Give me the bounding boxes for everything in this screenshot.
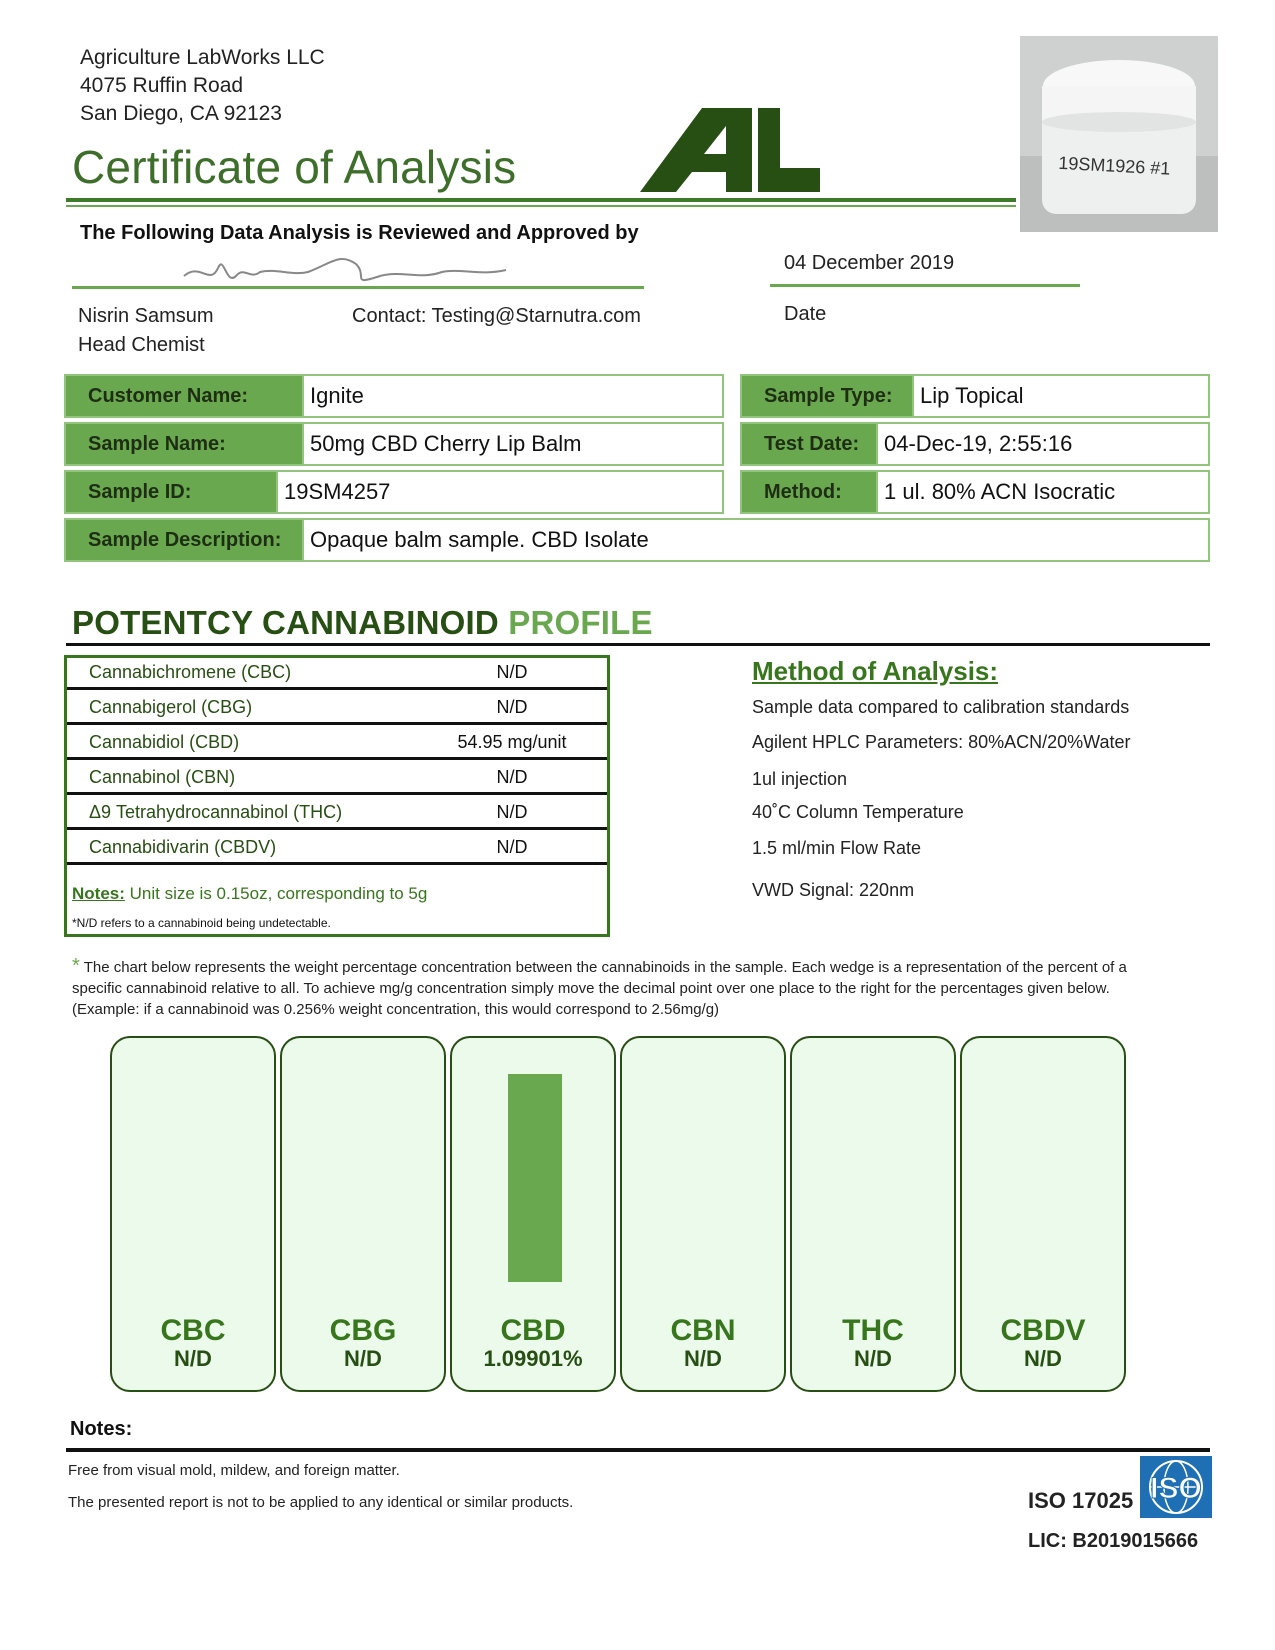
chart-card-cbn	[620, 1036, 786, 1392]
asterisk: *	[72, 955, 80, 977]
chart-card-cbg	[280, 1036, 446, 1392]
potency-heading-main: POTENTCY CANNABINOID	[72, 604, 499, 641]
chart-value-label: N/D	[1024, 1346, 1062, 1371]
sample-type-label: Sample Type:	[742, 376, 912, 416]
chart-category-label: CBN	[670, 1314, 736, 1347]
method-label: Method:	[742, 472, 876, 512]
chart-card-cbc	[110, 1036, 276, 1392]
chart-card-thc	[790, 1036, 956, 1392]
customer-label: Customer Name:	[66, 376, 302, 416]
chart-value-label: 1.09901%	[483, 1346, 583, 1371]
sample-desc-label: Sample Description:	[66, 520, 302, 560]
photo-label: 19SM1926 #1	[1057, 152, 1171, 179]
chart-value-label: N/D	[684, 1346, 722, 1371]
lab-city: San Diego, CA 92123	[80, 102, 282, 125]
cannabinoid-value: N/D	[496, 837, 528, 857]
notes-heading: Notes:	[70, 1418, 133, 1440]
test-date-value: 04-Dec-19, 2:55:16	[876, 424, 1208, 464]
lab-street: 4075 Ruffin Road	[80, 74, 244, 97]
method-item: Sample data compared to calibration standards	[752, 697, 1130, 717]
iso-logo-icon	[1140, 1456, 1212, 1518]
method-item: VWD Signal: 220nm	[752, 880, 915, 900]
approval-heading: The Following Data Analysis is Reviewed and Approved by	[80, 222, 639, 244]
cannabinoid-value: 54.95 mg/unit	[457, 732, 567, 752]
chart-card-cbdv	[960, 1036, 1126, 1392]
sample-type-row	[740, 374, 1210, 418]
table-row	[67, 763, 607, 795]
approval-date: 04 December 2019	[784, 252, 955, 274]
notes-rule	[66, 1448, 1210, 1452]
date-line	[770, 284, 1080, 287]
footer-note-2: The presented report is not to be applied to any identical or similar products.	[68, 1494, 574, 1511]
chart-category-label: CBC	[160, 1314, 226, 1347]
cannabinoid-name: Cannabigerol (CBG)	[89, 697, 253, 717]
table-row	[67, 693, 607, 725]
chart-category-label: THC	[842, 1314, 904, 1347]
chemist-name: Nisrin Samsum	[78, 305, 214, 327]
chart-category-label: CBG	[329, 1314, 397, 1347]
sample-name-label: Sample Name:	[66, 424, 302, 464]
signature-line	[72, 286, 644, 289]
table-row	[67, 728, 607, 760]
chart-category-label: CBDV	[1000, 1314, 1086, 1347]
sample-photo	[1020, 36, 1218, 232]
cannabinoid-value: N/D	[496, 697, 528, 717]
method-item: Agilent HPLC Parameters: 80%ACN/20%Water	[752, 732, 1131, 752]
iso-logo-text: ISO	[1150, 1472, 1202, 1505]
iso-standard: ISO 17025	[1028, 1488, 1134, 1513]
cannabinoid-table	[64, 655, 610, 937]
potency-heading-accent: PROFILE	[508, 604, 653, 641]
header-rule	[66, 198, 1016, 202]
cannabinoid-name: Δ9 Tetrahydrocannabinol (THC)	[89, 802, 343, 822]
table-row	[67, 833, 607, 865]
chart-bar-cbd	[508, 1074, 562, 1282]
chart-card-cbd	[450, 1036, 616, 1392]
cannabinoid-name: Cannabidivarin (CBDV)	[89, 837, 277, 857]
customer-row	[64, 374, 724, 418]
license-number: LIC: B2019015666	[1028, 1530, 1199, 1552]
potency-heading	[72, 604, 653, 642]
sample-desc-value: Opaque balm sample. CBD Isolate	[302, 520, 1208, 560]
unit-notes	[72, 884, 427, 904]
sample-name-row	[64, 422, 724, 466]
al-logo	[640, 108, 820, 194]
chart-note	[72, 956, 1142, 1020]
customer-value: Ignite	[302, 376, 722, 416]
lab-address	[80, 44, 325, 128]
method-item: 1.5 ml/min Flow Rate	[752, 838, 922, 858]
chemist-title: Head Chemist	[78, 334, 205, 356]
sample-type-value: Lip Topical	[912, 376, 1208, 416]
notes-label: Notes:	[72, 884, 125, 903]
potency-rule	[66, 643, 1210, 646]
sample-id-value: 19SM4257	[276, 472, 722, 512]
chart-category-label: CBD	[500, 1314, 566, 1347]
date-label: Date	[784, 303, 827, 325]
cannabinoid-value: N/D	[496, 802, 528, 822]
cannabinoid-value: N/D	[496, 767, 528, 787]
method-item: 1ul injection	[752, 769, 848, 789]
cannabinoid-value: N/D	[496, 662, 528, 682]
method-item: 40˚C Column Temperature	[752, 802, 964, 822]
chart-value-label: N/D	[854, 1346, 892, 1371]
table-row	[67, 658, 607, 690]
sample-name-value: 50mg CBD Cherry Lip Balm	[302, 424, 722, 464]
lab-name: Agriculture LabWorks LLC	[80, 46, 325, 69]
chart-value-label: N/D	[174, 1346, 212, 1371]
method-analysis-title: Method of Analysis:	[752, 656, 999, 686]
page-title: Certificate of Analysis	[72, 141, 517, 193]
test-date-row	[740, 422, 1210, 466]
cannabinoid-name: Cannabinol (CBN)	[89, 767, 236, 787]
method-row	[740, 470, 1210, 514]
cannabinoid-name: Cannabichromene (CBC)	[89, 662, 292, 682]
contact-email[interactable]: Contact: Testing@Starnutra.com	[352, 305, 641, 327]
method-value: 1 ul. 80% ACN Isocratic	[876, 472, 1208, 512]
sample-desc-row	[64, 518, 1210, 562]
footer-note-1: Free from visual mold, mildew, and foreign matter.	[68, 1462, 400, 1479]
chart-note-text: The chart below represents the weight percentage concentration between the cannabinoids in the sample. Each wedge is a representation of the percent of a specific cannabinoid relative to all. To achieve mg/g concentration simply move the decimal point over one place to the right for the percentages given below. (Example: if a cannabinoid was 0.256% weight concentration, this would correspond to 2.56mg/g)	[72, 959, 1127, 1018]
chart-value-label: N/D	[344, 1346, 382, 1371]
table-row	[67, 798, 607, 830]
notes-text: Unit size is 0.15oz, corresponding to 5g	[129, 884, 428, 903]
sample-id-row	[64, 470, 724, 514]
header-rule-thin	[66, 205, 1016, 207]
sample-id-label: Sample ID:	[66, 472, 276, 512]
cannabinoid-name: Cannabidiol (CBD)	[89, 732, 240, 752]
test-date-label: Test Date:	[742, 424, 876, 464]
nd-footnote: *N/D refers to a cannabinoid being undetectable.	[72, 916, 331, 930]
